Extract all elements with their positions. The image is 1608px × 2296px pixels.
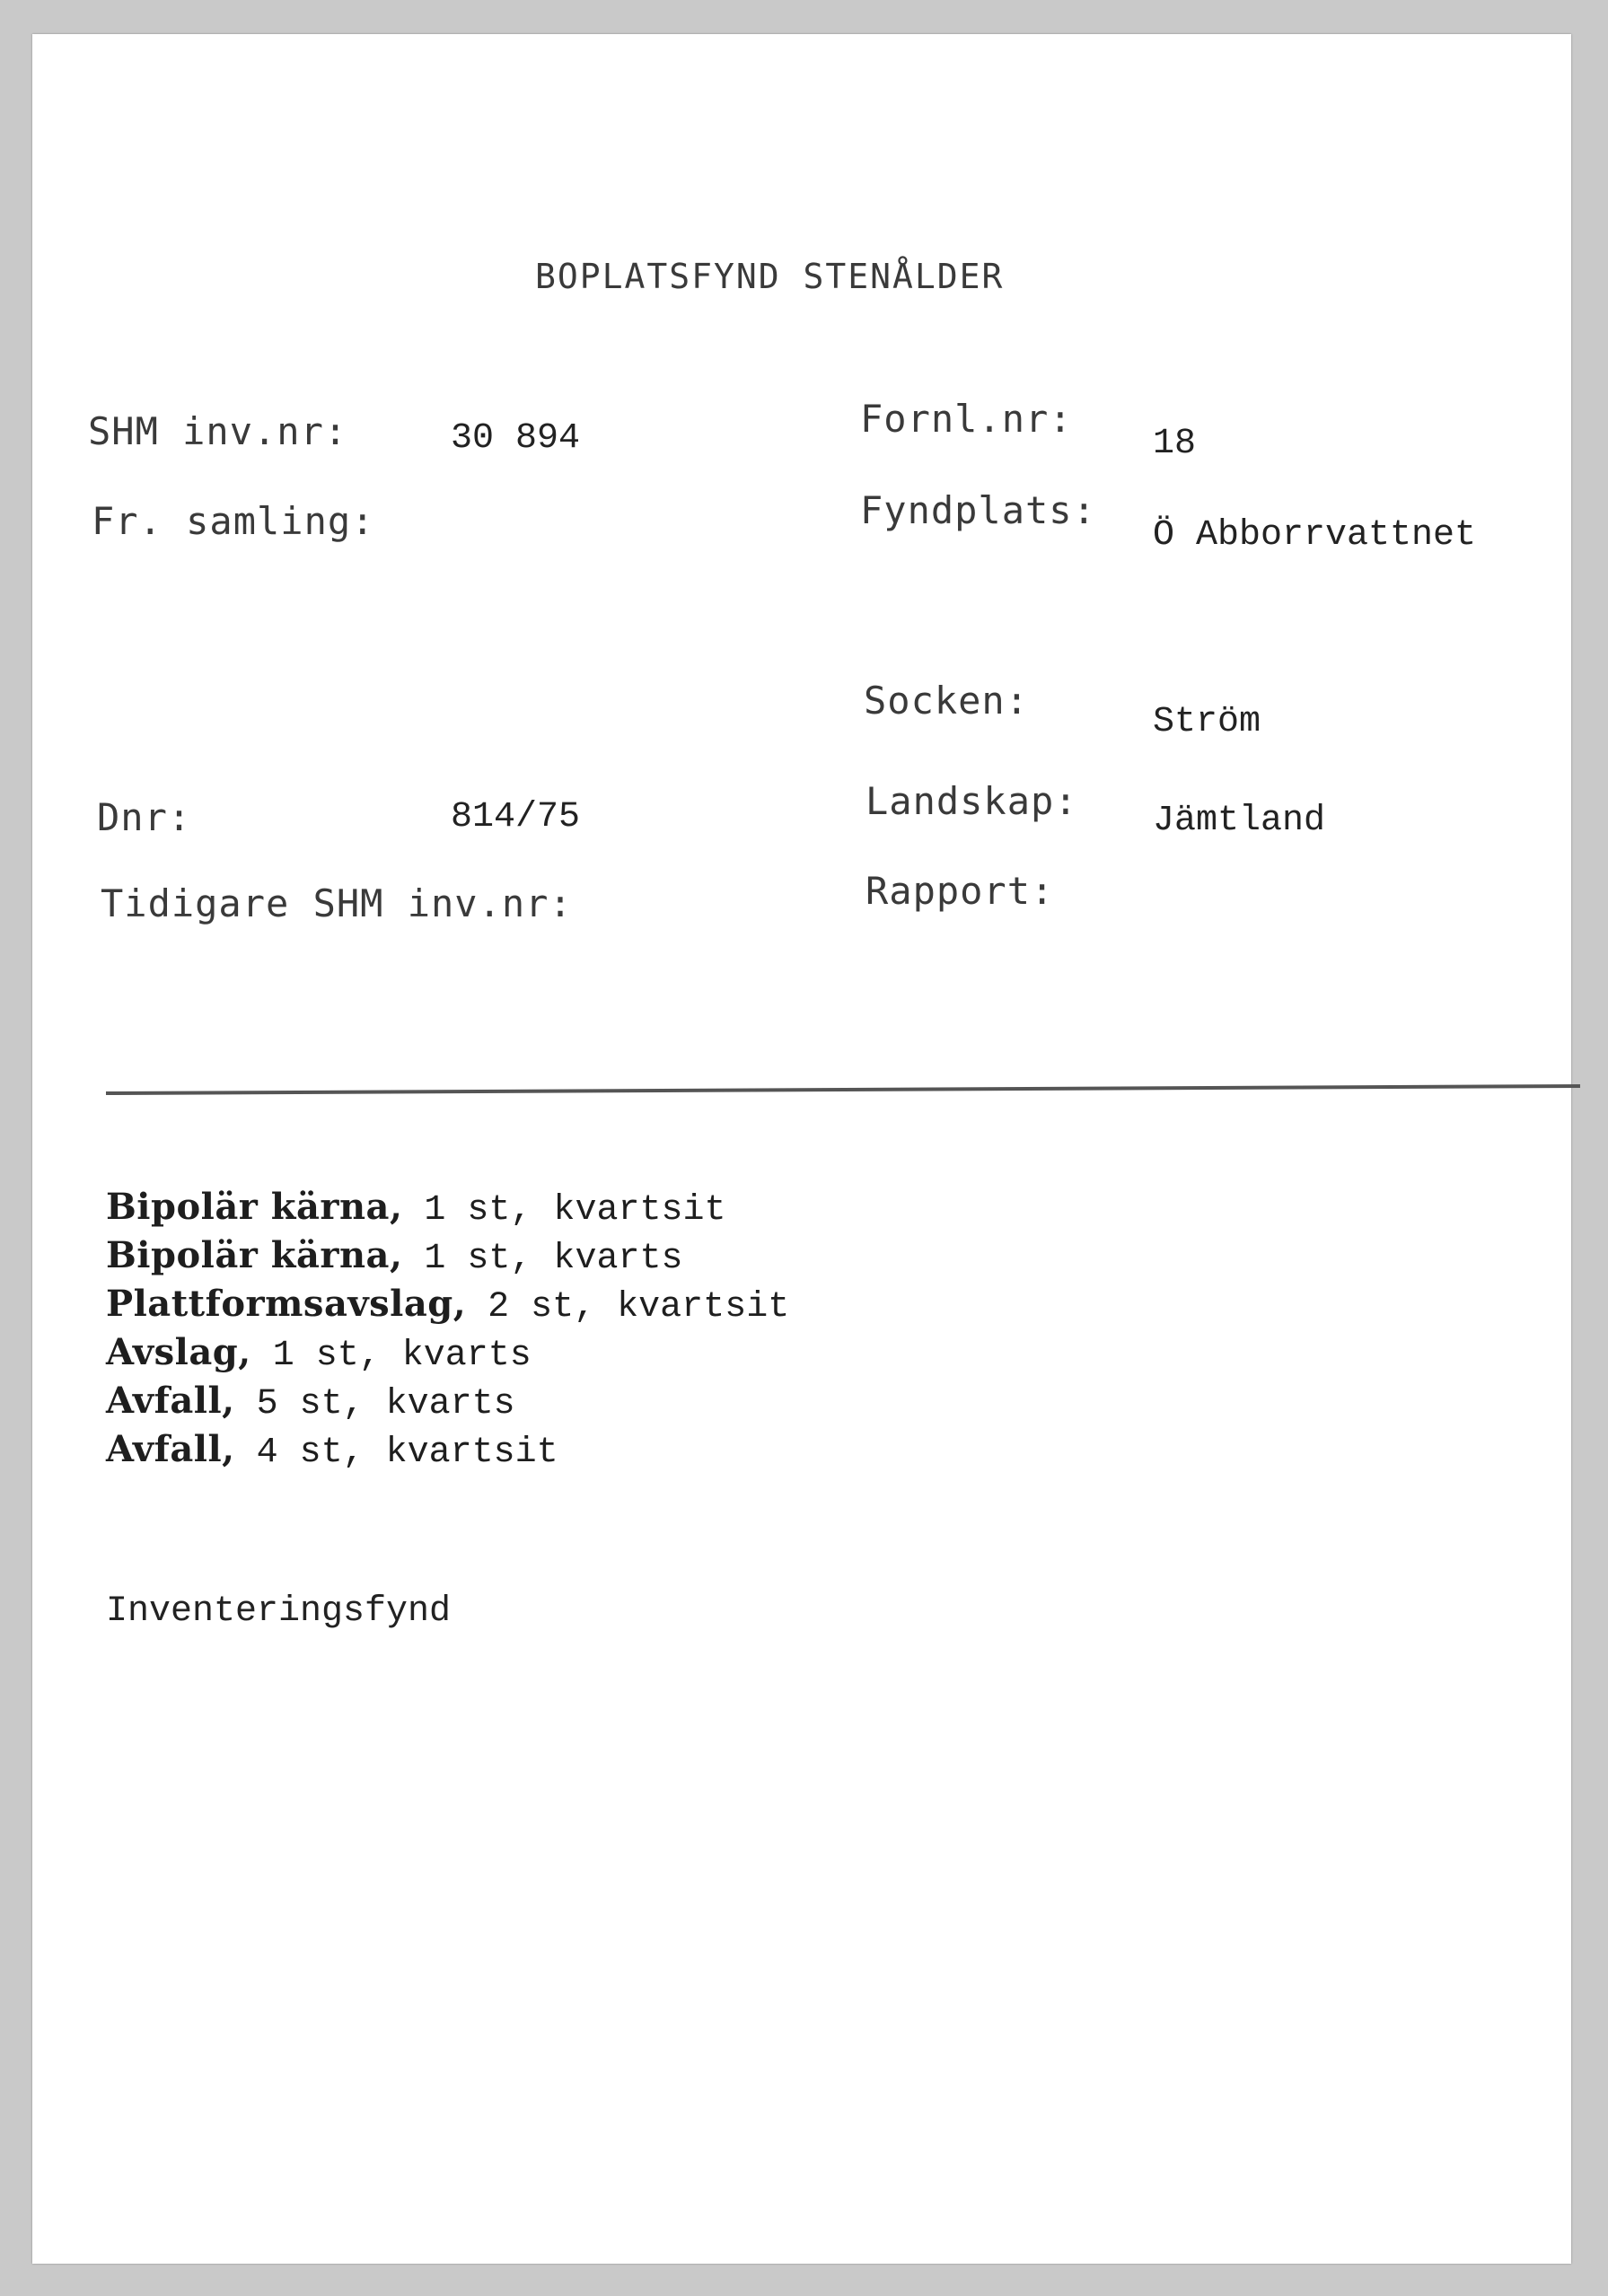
shm-inv-label: SHM inv.nr: bbox=[88, 409, 348, 453]
fyndplats-label: Fyndplats: bbox=[860, 488, 1096, 532]
landskap-value: Jämtland bbox=[1153, 801, 1326, 841]
list-item: Avslag, 1 st, kvarts bbox=[106, 1331, 532, 1376]
fornl-value: 18 bbox=[1153, 424, 1197, 464]
tidigare-shm-inv-label: Tidigare SHM inv.nr: bbox=[101, 881, 573, 925]
document-sheet bbox=[32, 34, 1571, 2264]
list-item: Bipolär kärna, 1 st, kvarts bbox=[106, 1234, 683, 1279]
dnr-label: Dnr: bbox=[97, 795, 192, 839]
section-divider bbox=[106, 1084, 1580, 1095]
list-item: Avfall, 5 st, kvarts bbox=[106, 1380, 515, 1424]
fornl-label: Fornl.nr: bbox=[860, 397, 1073, 441]
document-title: BOPLATSFYND STENÅLDER bbox=[535, 257, 1005, 296]
socken-label: Socken: bbox=[864, 679, 1030, 723]
shm-inv-value: 30 894 bbox=[451, 418, 581, 459]
fr-samling-label: Fr. samling: bbox=[92, 499, 375, 543]
rapport-label: Rapport: bbox=[866, 869, 1055, 913]
dnr-value: 814/75 bbox=[451, 797, 581, 837]
note-text: Inventeringsfynd bbox=[106, 1591, 452, 1632]
list-item: Bipolär kärna, 1 st, kvartsit bbox=[106, 1186, 726, 1231]
find-list bbox=[106, 1185, 789, 1476]
fyndplats-value: Ö Abborrvattnet bbox=[1153, 515, 1477, 556]
list-item: Plattformsavslag, 2 st, kvartsit bbox=[106, 1283, 790, 1328]
landskap-label: Landskap: bbox=[866, 779, 1078, 823]
socken-value: Ström bbox=[1153, 702, 1261, 742]
list-item: Avfall, 4 st, kvartsit bbox=[106, 1428, 558, 1473]
